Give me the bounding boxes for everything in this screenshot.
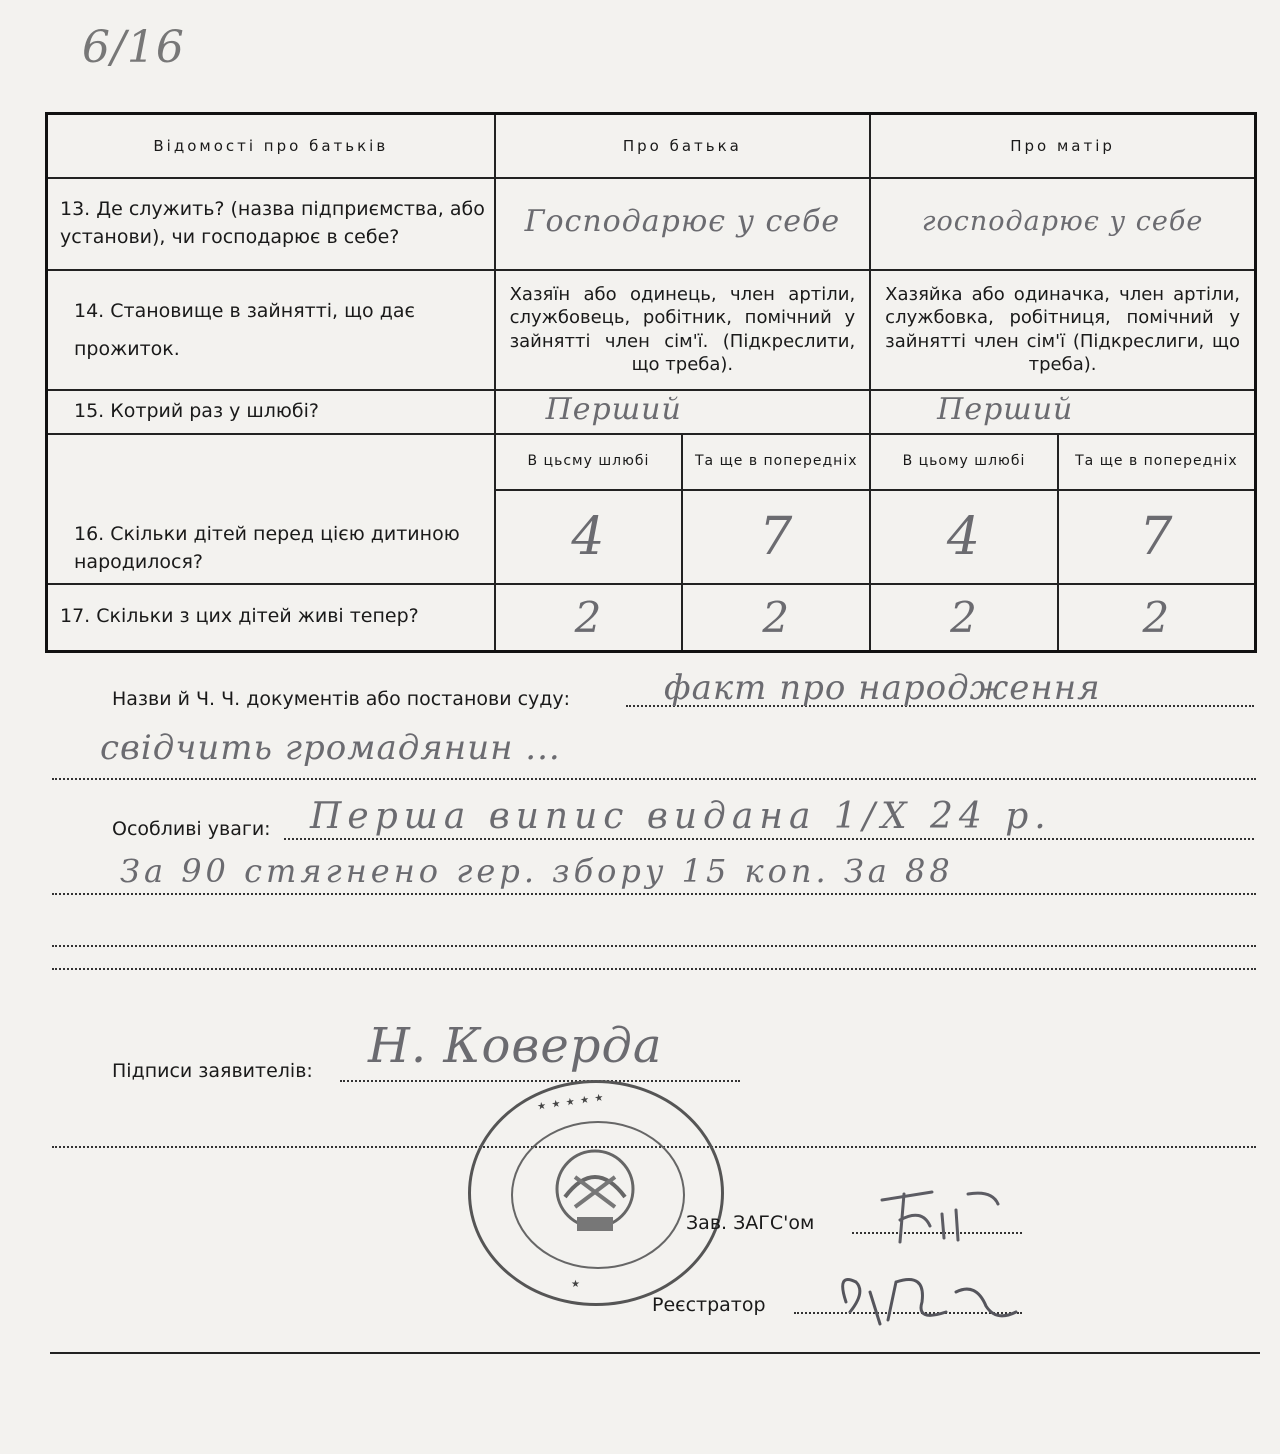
q17-value: 2 [950,592,978,642]
registrar-label: Реєстратор [652,1294,766,1316]
q16-mother-prev [1058,490,1256,584]
q17-father-this [495,584,683,652]
q13-mother [870,178,1255,270]
q16-value: 4 [571,506,606,567]
mother-prev-marriage-header: Та ще в попередніх [1058,434,1256,490]
q13-father [495,178,871,270]
q14-mother-options: Хазяйка або одиначка, член артіли, службовка, робітниця, помічний у зайнятті член сім'ї (Підкреслиги, що треба). [870,270,1255,390]
row-15 [47,390,1256,434]
corner-note: 6/16 [82,22,185,73]
father-this-marriage-header: В цьсму шлюбі [495,434,683,490]
table-header-row [47,114,1256,178]
remarks-label: Особливі уваги: [112,818,271,840]
q16-value: 4 [946,506,982,567]
father-prev-marriage-header: Та ще в попередніх [682,434,870,490]
q17-value: 2 [574,592,603,642]
mother-this-marriage-header: В цьому шлюбі [870,434,1058,490]
remarks-line-4 [52,968,1256,970]
documents-value-1: факт про народження [664,668,1101,708]
seal-emblem-icon [535,1137,655,1247]
q17-value: 2 [1142,592,1171,642]
q14-father-options: Хазяїн або одинець, член артіли, службовець, робітник, помічний у зайнятті член сім'ї. (Підкреслити, що треба). [495,270,871,390]
row-13 [47,178,1256,270]
q16-mother-this [870,490,1058,584]
q16-father-this [495,490,683,584]
registrar-signature [826,1262,1026,1342]
row-17 [47,584,1256,652]
applicants-label: Підписи заявителів: [112,1060,313,1082]
row-14 [47,270,1256,390]
seal-text-bottom: ★ [571,1279,581,1290]
head-signature [872,1180,1012,1250]
q13-mother-value: господарює у себе [921,206,1204,237]
documents-line-2 [52,778,1256,780]
official-seal [468,1080,724,1306]
q16-value: 7 [759,506,794,567]
documents-label: Назви й Ч. Ч. документів або постанови суду: [112,688,571,710]
col-mother-header: Про матір [870,114,1255,178]
remarks-value-1: Перша випис видана 1/X 24 р. [310,796,1052,837]
head-label: Зав. ЗАГС'ом [686,1212,815,1234]
applicant-signature: Н. Коверда [368,1018,663,1074]
q15-father [495,390,871,434]
col-info-header: Відомості про батьків [47,114,495,178]
seal-text-top: ★ ★ ★ ★ ★ [536,1092,606,1113]
q17-mother-prev [1058,584,1256,652]
applicants-line-1 [340,1080,740,1082]
q17-father-prev [682,584,870,652]
q17-mother-this [870,584,1058,652]
parents-info-table [45,112,1257,653]
q17-value: 2 [762,592,791,642]
q15-mother [870,390,1255,434]
q16-father-prev [682,490,870,584]
q14-label: 14. Становище в зайнятті, що дає прожиток. [47,270,495,390]
remarks-line-3 [52,945,1256,947]
q16-label: 16. Скільки дітей перед цією дитиною народилося? [47,434,495,584]
q15-label: 15. Котрий раз у шлюбі? [47,390,495,434]
documents-value-2: свідчить громадянин ... [100,728,561,768]
q13-label: 13. Де служить? (назва підприємства, або установи), чи господарює в себе? [47,178,495,270]
q15-mother-value: Перший [937,392,1074,427]
q16-value: 7 [1139,506,1174,567]
row-16-subheader [47,434,1256,490]
q15-father-value: Перший [545,392,682,427]
col-father-header: Про батька [495,114,871,178]
remarks-value-2: За 90 стягнено гер. збору 15 коп. За 88 [120,852,954,890]
remarks-line-1 [284,838,1254,840]
q13-father-value: Господарює у себе [524,204,841,239]
remarks-line-2 [52,893,1256,895]
bottom-rule [50,1352,1260,1354]
q17-label: 17. Скільки з цих дітей живі тепер? [47,584,495,652]
